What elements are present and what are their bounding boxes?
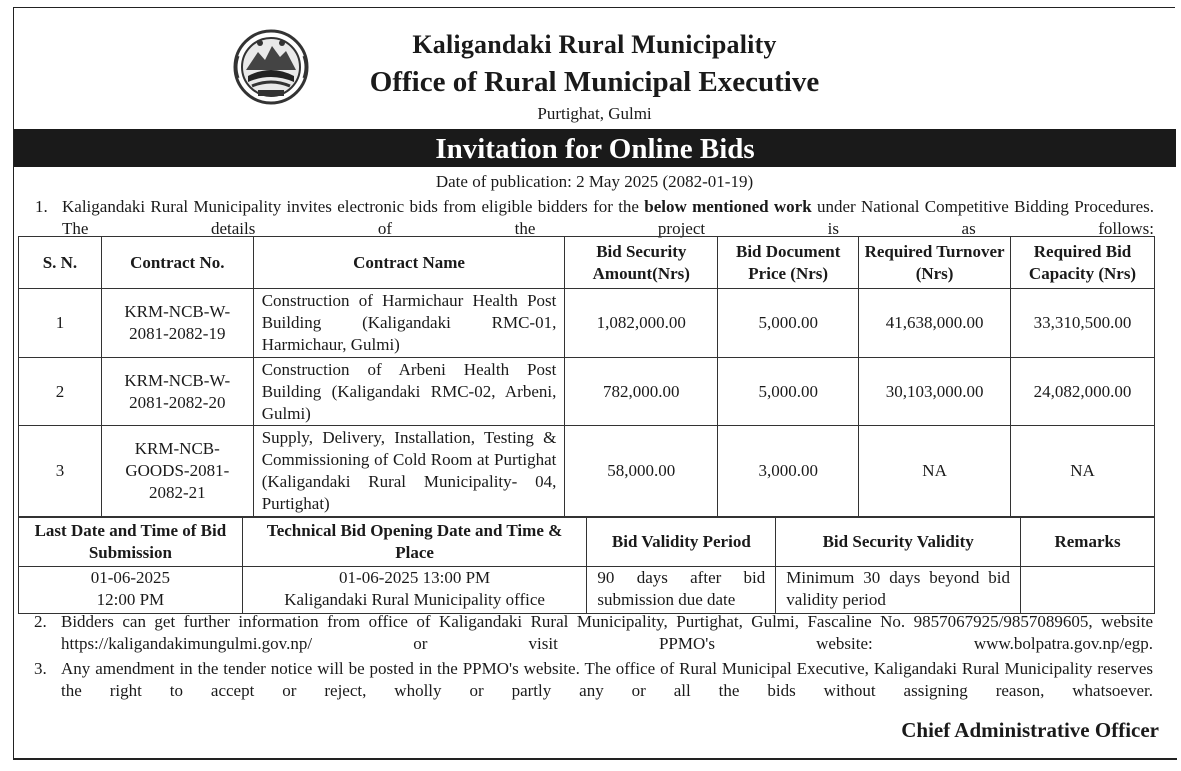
paragraph-number: 3. xyxy=(34,659,47,678)
cell-document-price: 5,000.00 xyxy=(718,358,859,426)
paragraph-number: 2. xyxy=(34,612,47,631)
col-header-sn: S. N. xyxy=(19,237,102,289)
para1-text-after: under National Competitive Bidding Procedures. The details of the project is as follows: xyxy=(62,197,1154,238)
para1-bold: below mentioned work xyxy=(644,197,812,216)
cell-sn: 1 xyxy=(19,289,102,358)
cell-bid-capacity: 33,310,500.00 xyxy=(1011,289,1155,358)
col-header-security-validity: Bid Security Validity xyxy=(776,518,1021,567)
office-title: Office of Rural Municipal Executive xyxy=(369,66,820,98)
cell-contract-no: KRM-NCB-W-2081-2082-19 xyxy=(101,289,253,358)
cell-bid-security: 58,000.00 xyxy=(565,426,718,517)
cell-contract-no: KRM-NCB-GOODS-2081-2082-21 xyxy=(101,426,253,517)
office-location: Purtighat, Gulmi xyxy=(537,104,652,123)
cell-document-price: 3,000.00 xyxy=(718,426,859,517)
cell-turnover: 41,638,000.00 xyxy=(859,289,1011,358)
contracts-table xyxy=(18,236,1155,517)
table-row xyxy=(19,289,1155,358)
col-header-turnover: Required Turnover (Nrs) xyxy=(859,237,1011,289)
cell-sn: 2 xyxy=(19,358,102,426)
cell-opening xyxy=(242,567,587,614)
cell-contract-name: Construction of Harmichaur Health Post Building (Kaligandaki RMC-01, Harmichaur, Gulmi) xyxy=(253,289,565,358)
paragraph-text: Any amendment in the tender notice will be posted in the PPMO's website. The office of Rural Municipal Executive, Kaligandaki Rural Municipality reserves the right to accept or reject, wholly or partly any or all the bids without assigning reason, whatsoever. xyxy=(61,659,1153,700)
last-date: 01-06-2025 xyxy=(90,568,171,587)
col-header-opening: Technical Bid Opening Date and Time & Place xyxy=(242,518,587,567)
col-header-bid-security: Bid Security Amount(Nrs) xyxy=(565,237,718,289)
paragraph-3 xyxy=(34,658,1153,724)
schedule-table xyxy=(18,517,1155,614)
cell-contract-no: KRM-NCB-W-2081-2082-20 xyxy=(101,358,253,426)
opening-place: Kaligandaki Rural Municipality office xyxy=(284,590,545,609)
cell-turnover: NA xyxy=(859,426,1011,517)
municipality-title: Kaligandaki Rural Municipality xyxy=(412,30,777,59)
col-header-contract-name: Contract Name xyxy=(253,237,565,289)
cell-sn: 3 xyxy=(19,426,102,517)
paragraph-text: Bidders can get further information from office of Kaligandaki Rural Municipality, Purtighat, Gulmi, Fascaline No. 9857067925/9857089605, website https://kaligandakimungulmi.gov.np/ or visit PPMO's website: www.bolpatra.gov.np/egp. xyxy=(61,612,1153,653)
opening-datetime: 01-06-2025 13:00 PM xyxy=(339,568,491,587)
cell-last-date xyxy=(19,567,243,614)
last-time: 12:00 PM xyxy=(96,590,165,609)
cell-bid-capacity: 24,082,000.00 xyxy=(1011,358,1155,426)
cell-validity: 90 days after bid submission due date xyxy=(587,567,776,614)
cell-bid-security: 782,000.00 xyxy=(565,358,718,426)
para1-text-before: Kaligandaki Rural Municipality invites electronic bids from eligible bidders for the xyxy=(62,197,645,216)
cell-security-validity: Minimum 30 days beyond bid validity period xyxy=(776,567,1021,614)
cell-contract-name: Supply, Delivery, Installation, Testing & Commissioning of Cold Room at Purtighat (Kaligandaki Rural Municipality- 04, Purtighat) xyxy=(253,426,565,517)
cell-remarks xyxy=(1021,567,1155,614)
bottom-rule xyxy=(13,758,1177,760)
notice-banner: Invitation for Online Bids xyxy=(14,129,1176,167)
col-header-last-date: Last Date and Time of Bid Submission xyxy=(19,518,243,567)
col-header-contract-no: Contract No. xyxy=(101,237,253,289)
col-header-bid-capacity: Required Bid Capacity (Nrs) xyxy=(1011,237,1155,289)
cell-document-price: 5,000.00 xyxy=(718,289,859,358)
col-header-document-price: Bid Document Price (Nrs) xyxy=(718,237,859,289)
cell-bid-capacity: NA xyxy=(1011,426,1155,517)
cell-bid-security: 1,082,000.00 xyxy=(565,289,718,358)
header xyxy=(14,8,1175,128)
signature-title: Chief Administrative Officer xyxy=(901,718,1159,742)
table-row xyxy=(19,567,1155,614)
table-row xyxy=(19,426,1155,517)
paragraph-number: 1. xyxy=(35,197,48,216)
cell-contract-name: Construction of Arbeni Health Post Building (Kaligandaki RMC-02, Arbeni, Gulmi) xyxy=(253,358,565,426)
col-header-validity: Bid Validity Period xyxy=(587,518,776,567)
cell-turnover: 30,103,000.00 xyxy=(859,358,1011,426)
publication-date: Date of publication: 2 May 2025 (2082-01-19) xyxy=(435,172,754,191)
col-header-remarks: Remarks xyxy=(1021,518,1155,567)
table-row xyxy=(19,358,1155,426)
